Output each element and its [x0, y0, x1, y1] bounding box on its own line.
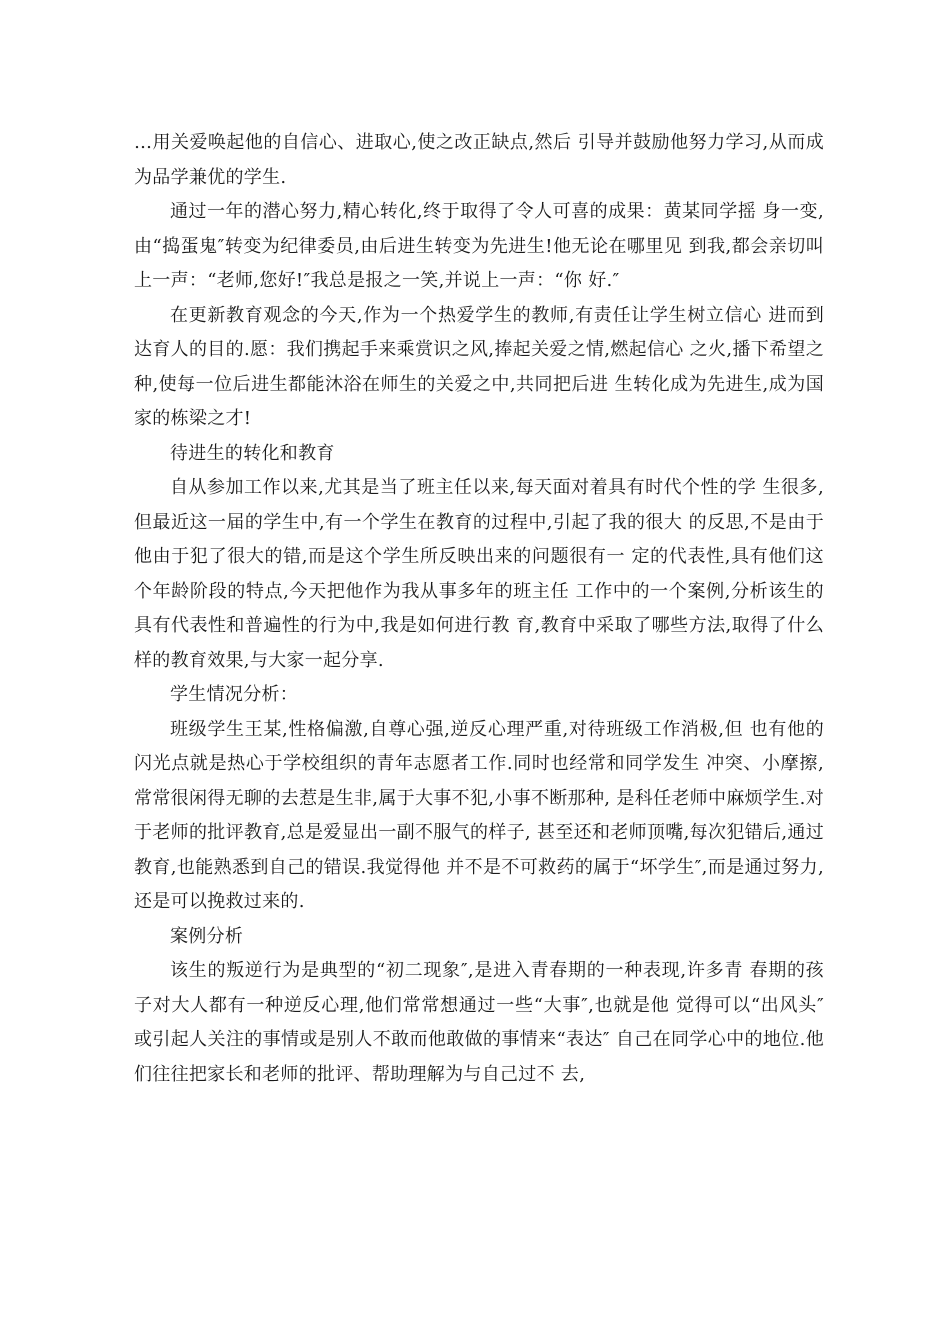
paragraph-case-analysis: 该生的叛逆行为是典型的“初二现象″,是进入青春期的一种表现,许多青 春期的孩子对大人都有一种逆反心理,他们常常想通过一些“大事″,也就是他 觉得可以“出风头″或引起人关注的事情或是别人不敢而他敢做的事情来“表达″ 自己在同学心中的地位.他们往往把家长和老师的批评、帮助理解为与自己过不 去,: [134, 960, 824, 1085]
paragraph-intro-continuation: …用关爱唤起他的自信心、进取心,使之改正缺点,然后 引导并鼓励他努力学习,从而成为品学兼优的学生.: [134, 132, 824, 188]
paragraph-student-description: 班级学生王某,性格偏激,自尊心强,逆反心理严重,对待班级工作消极,但 也有他的闪光点就是热心于学校组织的青年志愿者工作.同时也经常和同学发生 冲突、小摩擦,常常很闲得无聊的去惹是生非,属于大事不犯,小事不断那种, 是科任老师中麻烦学生.对于老师的批评教育,总是爱显出一副不服气的样子, 甚至还和老师顶嘴,每次犯错后,通过教育,也能熟悉到自己的错误.我觉得他 并不是不可救药的属于“坏学生″,而是通过努力,还是可以挽救过来的.: [134, 718, 824, 912]
paragraph-education-concept: 在更新教育观念的今天,作为一个热爱学生的教师,有责任让学生树立信心 进而到达育人的目的.愿：我们携起手来乘赏识之风,捧起关爱之情,燃起信心 之火,播下希望之种,使每一位后进生都能沐浴在师生的关爱之中,共同把后进 生转化成为先进生,成为国家的栋梁之才!: [134, 304, 824, 429]
section-heading-student-analysis: 学生情况分析：: [170, 684, 299, 705]
paragraph-background: 自从参加工作以来,尤其是当了班主任以来,每天面对着具有时代个性的学 生很多,但最近这一届的学生中,有一个学生在教育的过程中,引起了我的很大 的反思,不是由于他由于犯了很大的错,而是这个学生所反映出来的问题很有一 定的代表性,具有他们这个年龄阶段的特点,今天把他作为我从事多年的班主任 工作中的一个案例,分析该生的具有代表性和普遍性的行为中,我是如何进行教 育,教育中采取了哪些方法,取得了什么样的教育效果,与大家一起分享.: [134, 477, 824, 671]
paragraph-results: 通过一年的潜心努力,精心转化,终于取得了令人可喜的成果：黄某同学摇 身一变,由“捣蛋鬼″转变为纪律委员,由后进生转变为先进生!他无论在哪里见 到我,都会亲切叫上一声：“老师,您好!″我总是报之一笑,并说上一声：“你 好.″: [134, 201, 824, 291]
section-title: 待进生的转化和教育: [170, 442, 335, 464]
section-heading-case-analysis: 案例分析: [170, 925, 244, 947]
document-page: [134, 126, 824, 1092]
